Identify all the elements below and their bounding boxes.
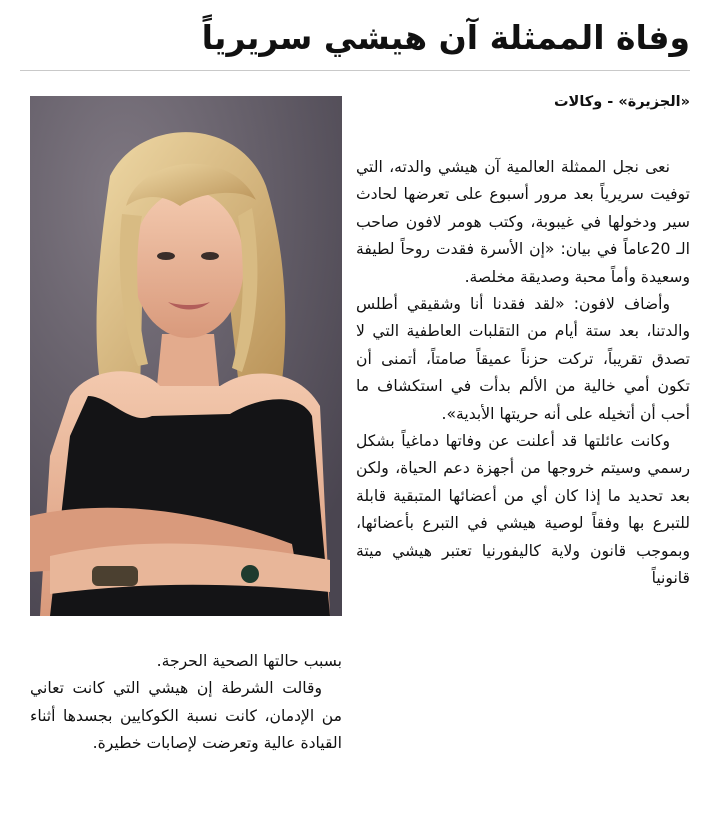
article-paragraph: نعى نجل الممثلة العالمية آن هيشي والدته، التي توفيت سريرياً بعد مرور أسبوع على تعرضها لحادث سير ودخولها في غيبوبة، وكتب هومر لافون صاحب الـ 20عاماً في بيان: «إن الأسرة فقدت روحاً لطيفة وسعيدة وأماً محبة وصديقة مخلصة.	[356, 158, 691, 286]
portrait-photo-icon	[30, 96, 342, 616]
article-paragraph: بسبب حالتها الصحية الحرجة.	[156, 652, 342, 670]
headline-divider	[20, 70, 690, 71]
article-column-right	[356, 154, 690, 593]
byline: «الجزيرة» - وكالات	[553, 94, 690, 110]
headline: وفاة الممثلة آن هيشي سريرياً	[201, 18, 690, 57]
article-photo	[30, 96, 342, 616]
article-paragraph: وكانت عائلتها قد أعلنت عن وفاتها دماغياً بشكل رسمي وسيتم خروجها من أجهزة دعم الحياة، ولكن بعد تحديد ما إذا كان أي من أعضائها المتبقية قابلة للتبرع بها وفقاً لوصية هيشي في التبرع بأعضائها، وبموجب قانون ولاية كاليفورنيا تعتبر هيشي ميتة قانونياً	[356, 432, 690, 588]
article-paragraph: وقالت الشرطة إن هيشي التي كانت تعاني من الإدمان، كانت نسبة الكوكايين بجسدها أثناء القيادة عالية وتعرضت لإصابات خطيرة.	[30, 679, 342, 753]
article-column-left	[30, 648, 342, 758]
article-paragraph: وأضاف لافون: «لقد فقدنا أنا وشقيقي أطلس والدتنا، بعد ستة أيام من التقلبات العاطفية التي لا تصدق تقريباً، تركت حزناً عميقاً صامتاً، أتمنى أن تكون أمي خالية من الألم بدأت في استكشاف ما أحب أن أتخيله على أنه حريتها الأبدية».	[356, 295, 690, 423]
